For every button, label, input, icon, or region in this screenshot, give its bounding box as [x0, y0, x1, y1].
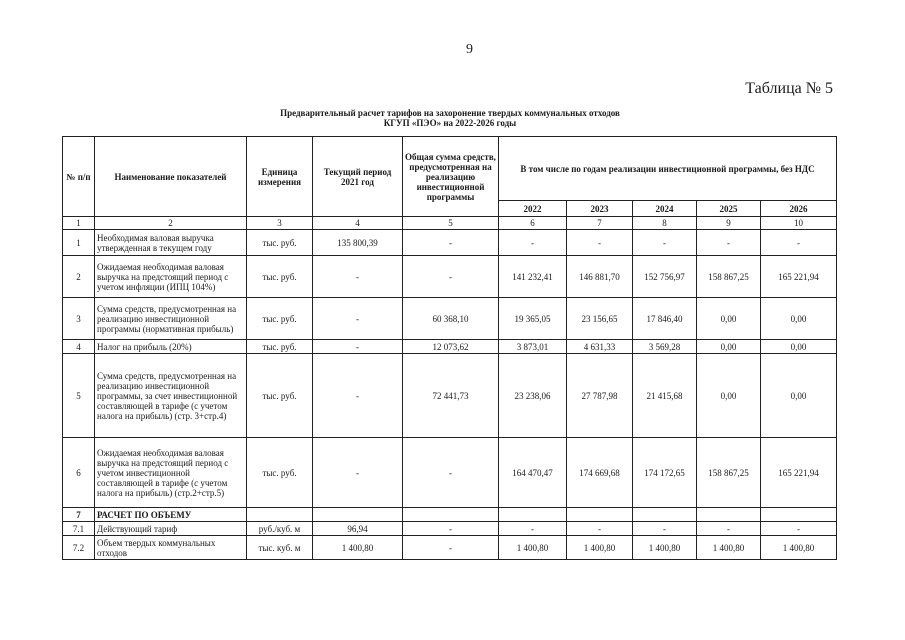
row-year-value: 158 867,25: [697, 438, 761, 508]
row-total: 72 441,73: [403, 354, 499, 438]
row-total: -: [403, 230, 499, 256]
title-line-1: Предварительный расчет тарифов на захоронение твердых коммунальных отходов: [280, 108, 620, 118]
row-current: -: [313, 354, 403, 438]
row-total: 60 368,10: [403, 298, 499, 340]
row-year-value: 3 873,01: [499, 340, 567, 354]
section-row: [63, 508, 837, 522]
column-number: 7: [567, 217, 633, 230]
row-name: Налог на прибыль (20%): [95, 340, 247, 354]
row-year-value: 0,00: [697, 340, 761, 354]
header-year: 2022: [499, 201, 567, 217]
row-num: 6: [63, 438, 95, 508]
row-unit: тыс. руб.: [247, 230, 313, 256]
column-number: 9: [697, 217, 761, 230]
table-row: [63, 536, 837, 560]
row-year-value: 0,00: [761, 340, 837, 354]
row-year-value: -: [697, 522, 761, 536]
row-year-value: -: [567, 230, 633, 256]
row-year-value: 174 669,68: [567, 438, 633, 508]
row-name: Сумма средств, предусмотренная на реализацию инвестиционной программы, за счет инвестиционной составляющей в тарифе (с учетом налога на прибыль) (стр. 3+стр.4): [95, 354, 247, 438]
section-num: 7: [63, 508, 95, 522]
row-year-value: -: [567, 522, 633, 536]
row-unit: тыс. куб. м: [247, 536, 313, 560]
document-title: [150, 108, 750, 128]
row-current: -: [313, 298, 403, 340]
row-year-value: 0,00: [761, 298, 837, 340]
table-row: [63, 340, 837, 354]
row-year-value: 17 846,40: [633, 298, 697, 340]
header-num: № п/п: [63, 137, 95, 217]
row-total: -: [403, 256, 499, 298]
header-year: 2023: [567, 201, 633, 217]
row-year-value: 152 756,97: [633, 256, 697, 298]
page-number: 9: [466, 42, 473, 57]
row-year-value: 0,00: [697, 298, 761, 340]
row-year-value: 165 221,94: [761, 256, 837, 298]
row-year-value: 174 172,65: [633, 438, 697, 508]
header-current: Текущий период 2021 год: [313, 137, 403, 217]
row-year-value: -: [633, 522, 697, 536]
column-number-row: [63, 217, 837, 230]
row-unit: тыс. руб.: [247, 256, 313, 298]
table-row: [63, 298, 837, 340]
row-total: -: [403, 438, 499, 508]
row-unit: руб./куб. м: [247, 522, 313, 536]
empty-cell: [633, 508, 697, 522]
row-current: -: [313, 340, 403, 354]
row-year-value: 165 221,94: [761, 438, 837, 508]
table-row: [63, 256, 837, 298]
row-year-value: -: [761, 230, 837, 256]
column-number: 2: [95, 217, 247, 230]
empty-cell: [697, 508, 761, 522]
row-year-value: -: [697, 230, 761, 256]
header-name: Наименование показателей: [95, 137, 247, 217]
column-number: 10: [761, 217, 837, 230]
row-year-value: -: [499, 230, 567, 256]
row-unit: тыс. руб.: [247, 340, 313, 354]
column-number: 3: [247, 217, 313, 230]
row-num: 5: [63, 354, 95, 438]
row-year-value: 1 400,80: [633, 536, 697, 560]
row-year-value: 4 631,33: [567, 340, 633, 354]
row-current: -: [313, 256, 403, 298]
column-number: 5: [403, 217, 499, 230]
column-number: 6: [499, 217, 567, 230]
empty-cell: [403, 508, 499, 522]
row-current: 135 800,39: [313, 230, 403, 256]
row-year-value: 146 881,70: [567, 256, 633, 298]
row-name: Ожидаемая необходимая валовая выручка на предстоящий период с учетом инфляции (ИПЦ 104%): [95, 256, 247, 298]
row-num: 7.1: [63, 522, 95, 536]
header-year: 2024: [633, 201, 697, 217]
row-year-value: 1 400,80: [697, 536, 761, 560]
row-name: Действующий тариф: [95, 522, 247, 536]
row-year-value: -: [761, 522, 837, 536]
row-num: 4: [63, 340, 95, 354]
row-num: 7.2: [63, 536, 95, 560]
row-name: Ожидаемая необходимая валовая выручка на предстоящий период с учетом инвестиционной составляющей в тарифе (с учетом налога на прибыль) (стр.2+стр.5): [95, 438, 247, 508]
column-number: 8: [633, 217, 697, 230]
empty-cell: [313, 508, 403, 522]
row-current: -: [313, 438, 403, 508]
header-year: 2026: [761, 201, 837, 217]
header-unit: Единица измерения: [247, 137, 313, 217]
table-row: [63, 230, 837, 256]
row-year-value: -: [499, 522, 567, 536]
empty-cell: [247, 508, 313, 522]
empty-cell: [761, 508, 837, 522]
row-unit: тыс. руб.: [247, 438, 313, 508]
row-num: 3: [63, 298, 95, 340]
table-row: [63, 354, 837, 438]
row-total: -: [403, 536, 499, 560]
table-label: Таблица № 5: [745, 80, 833, 97]
column-number: 4: [313, 217, 403, 230]
row-year-value: 23 156,65: [567, 298, 633, 340]
row-name: Сумма средств, предусмотренная на реализацию инвестиционной программы (нормативная прибыль): [95, 298, 247, 340]
row-year-value: 19 365,05: [499, 298, 567, 340]
row-name: Объем твердых коммунальных отходов: [95, 536, 247, 560]
table-row: [63, 438, 837, 508]
row-unit: тыс. руб.: [247, 354, 313, 438]
empty-cell: [499, 508, 567, 522]
row-num: 1: [63, 230, 95, 256]
row-total: 12 073,62: [403, 340, 499, 354]
tariff-table: [62, 136, 837, 560]
header-years-group: В том числе по годам реализации инвестиционной программы, без НДС: [499, 137, 837, 201]
empty-cell: [567, 508, 633, 522]
row-unit: тыс. руб.: [247, 298, 313, 340]
row-year-value: 0,00: [761, 354, 837, 438]
row-year-value: 27 787,98: [567, 354, 633, 438]
row-year-value: 164 470,47: [499, 438, 567, 508]
row-year-value: -: [633, 230, 697, 256]
section-title: РАСЧЕТ ПО ОБЪЕМУ: [95, 508, 247, 522]
row-year-value: 21 415,68: [633, 354, 697, 438]
row-year-value: 1 400,80: [567, 536, 633, 560]
row-name: Необходимая валовая выручка утвержденная в текущем году: [95, 230, 247, 256]
column-number: 1: [63, 217, 95, 230]
row-year-value: 158 867,25: [697, 256, 761, 298]
row-year-value: 1 400,80: [761, 536, 837, 560]
title-line-2: КГУП «ПЭО» на 2022-2026 годы: [383, 118, 517, 128]
row-year-value: 23 238,06: [499, 354, 567, 438]
table-row: [63, 522, 837, 536]
row-current: 1 400,80: [313, 536, 403, 560]
header-total: Общая сумма средств, предусмотренная на реализацию инвестиционной программы: [403, 137, 499, 217]
row-num: 2: [63, 256, 95, 298]
row-total: -: [403, 522, 499, 536]
row-current: 96,94: [313, 522, 403, 536]
row-year-value: 1 400,80: [499, 536, 567, 560]
row-year-value: 141 232,41: [499, 256, 567, 298]
row-year-value: 0,00: [697, 354, 761, 438]
header-year: 2025: [697, 201, 761, 217]
row-year-value: 3 569,28: [633, 340, 697, 354]
